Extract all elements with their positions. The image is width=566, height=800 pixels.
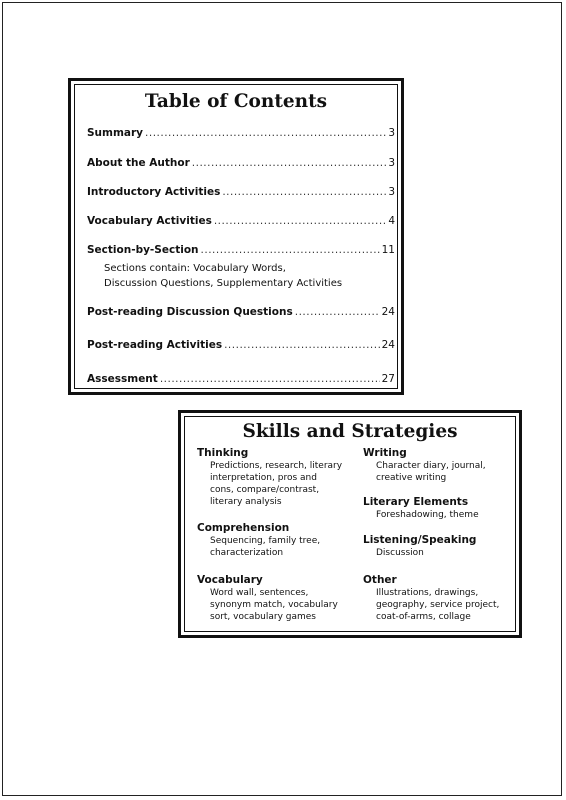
toc-entry-page: 3 [388,157,395,169]
skill-detail: creative writing [376,473,447,483]
skill-heading: Literary Elements [363,496,469,508]
skill-heading: Writing [363,447,407,459]
toc-entry-label: Introductory Activities [87,186,221,198]
toc-entry-assessment [87,373,395,385]
skill-vocabulary [197,573,367,623]
toc-entry-summary [87,127,395,139]
toc-section-note [104,261,394,291]
toc-leader-dots [160,373,380,385]
toc-entry-label: About the Author [87,157,190,169]
skill-detail: Sequencing, family tree, [210,536,321,546]
toc-entry-page: 24 [381,306,395,318]
toc-entry-page: 3 [388,186,395,198]
toc-section-note-line: Sections contain: Vocabulary Words, [104,263,286,274]
skill-thinking [197,446,367,508]
skill-detail: Predictions, research, literary [210,461,343,471]
toc-leader-dots [222,186,386,198]
skill-comprehension [197,521,367,559]
toc-entry-page: 4 [388,215,395,227]
toc-entry-introductory-activities [87,186,395,198]
toc-entry-about-author [87,157,395,169]
toc-leader-dots [214,215,386,227]
toc-section-note-line: Discussion Questions, Supplementary Activities [104,278,343,289]
toc-entry-page: 24 [381,339,395,351]
skill-detail: synonym match, vocabulary [210,600,338,610]
table-of-contents-box [68,78,404,395]
toc-entry-vocabulary-activities [87,215,395,227]
toc-title: Table of Contents [144,91,328,112]
skill-detail: geography, service project, [376,600,500,610]
skill-detail: Foreshadowing, theme [376,510,479,520]
skill-heading: Listening/Speaking [363,534,477,546]
toc-entry-page: 27 [381,373,395,385]
toc-entry-label: Section-by-Section [87,244,199,256]
skill-writing [363,446,513,484]
toc-entry-label: Post-reading Activities [87,339,223,351]
skill-detail: sort, vocabulary games [210,612,316,622]
toc-entry-label: Assessment [87,373,158,385]
skill-detail: cons, compare/contrast, [210,485,320,495]
skill-heading: Other [363,574,397,586]
toc-leader-dots [295,306,380,318]
toc-leader-dots [145,127,386,139]
toc-leader-dots [201,244,380,256]
toc-entry-post-reading-discussion [87,306,395,318]
toc-entry-page: 3 [388,127,395,139]
skill-other [363,573,513,623]
skills-and-strategies-box [178,410,522,638]
skill-detail: interpretation, pros and [210,473,317,483]
toc-entry-page: 11 [381,244,395,256]
skill-detail: Discussion [376,548,424,558]
skill-listening-speaking [363,533,513,559]
toc-entry-section-by-section [87,244,395,256]
skill-heading: Comprehension [197,522,290,534]
toc-entry-label: Summary [87,127,144,139]
skill-detail: Character diary, journal, [376,461,486,471]
skill-literary-elements [363,495,513,521]
toc-leader-dots [192,157,387,169]
skill-detail: Illustrations, drawings, [376,588,479,598]
skill-heading: Vocabulary [197,574,263,586]
skill-heading: Thinking [197,447,249,459]
skill-detail: literary analysis [210,497,282,507]
toc-entry-label: Vocabulary Activities [87,215,212,227]
skill-detail: characterization [210,548,284,558]
skills-title: Skills and Strategies [242,421,458,442]
skill-detail: Word wall, sentences, [210,588,309,598]
toc-leader-dots [224,339,380,351]
toc-entry-label: Post-reading Discussion Questions [87,306,293,318]
skill-detail: coat-of-arms, collage [376,612,471,622]
toc-entry-post-reading-activities [87,339,395,351]
